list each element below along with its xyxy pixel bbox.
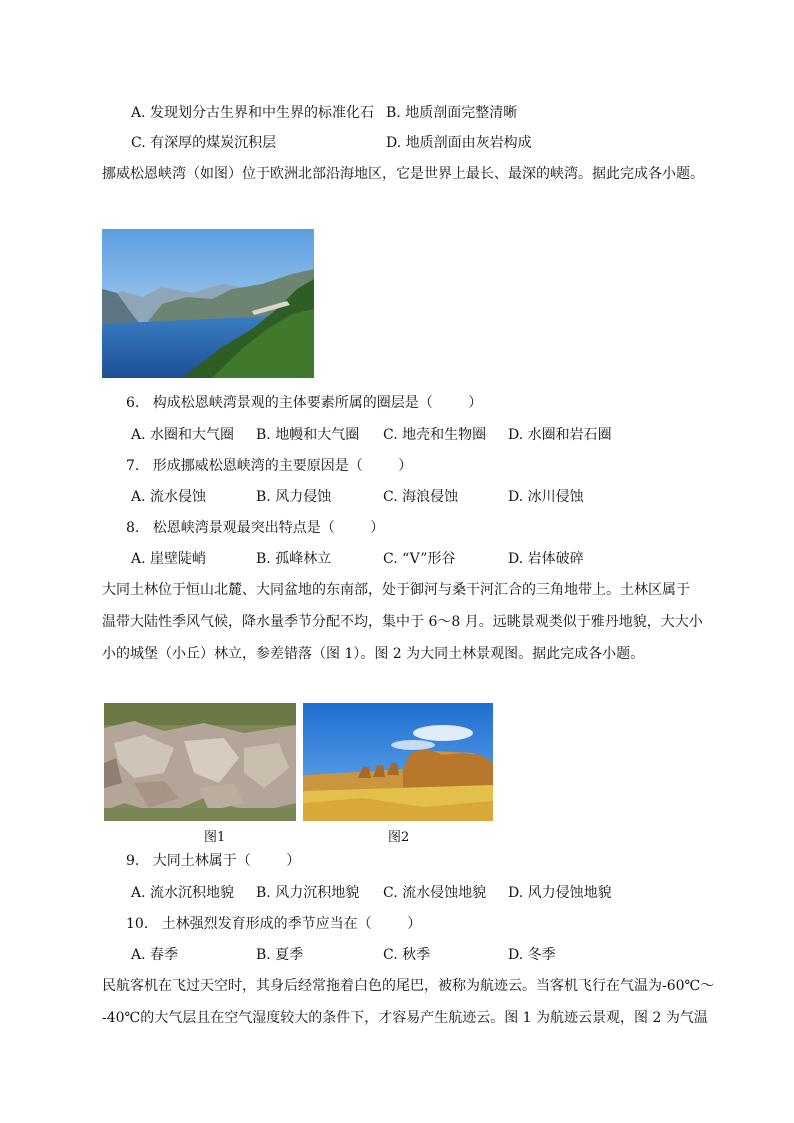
passage-tulin-line-1: 大同土林位于恒山北麓、大同盆地的东南部，处于御河与桑干河汇合的三角地带上。土林区属于 xyxy=(102,582,690,598)
q7-option-b: B. 风力侵蚀 xyxy=(256,489,332,505)
passage-tulin-line-3: 小的城堡（小丘）林立，参差错落（图 1）。图 2 为大同土林景观图。据此完成各小题。 xyxy=(102,646,645,662)
q9-stem: 9. 大同土林属于（ ） xyxy=(126,853,301,869)
q5-option-c: C. 有深厚的煤炭沉积层 xyxy=(131,135,277,151)
q9-option-b: B. 风力沉积地貌 xyxy=(256,885,360,901)
q10-option-a: A. 春季 xyxy=(131,947,179,963)
figure-1-caption: 图1 xyxy=(204,830,226,845)
q8-option-a: A. 崖壁陡峭 xyxy=(131,551,207,567)
q9-option-a: A. 流水沉积地貌 xyxy=(131,885,235,901)
q8-option-d: D. 岩体破碎 xyxy=(508,551,584,567)
passage-contrail-line-2: -40℃的大气层且在空气湿度较大的条件下，才容易产生航迹云。图 1 为航迹云景观，图 2 为气温 xyxy=(102,1010,708,1026)
q10-stem: 10. 土林强烈发育形成的季节应当在（ ） xyxy=(126,916,422,932)
tulin-landscape-photo xyxy=(303,703,493,821)
q6-option-c: C. 地壳和生物圈 xyxy=(383,427,487,443)
q10-option-b: B. 夏季 xyxy=(256,947,304,963)
q5-option-b: B. 地质剖面完整清晰 xyxy=(386,105,518,121)
fjord-photo xyxy=(102,229,314,378)
q6-option-d: D. 水圈和岩石圈 xyxy=(508,427,612,443)
q5-option-a: A. 发现划分古生界和中生界的标准化石 xyxy=(131,105,375,121)
passage-contrail-line-1: 民航客机在飞过天空时，其身后经常拖着白色的尾巴，被称为航迹云。当客机飞行在气温为-60℃～ xyxy=(102,978,715,994)
q6-option-a: A. 水圈和大气圈 xyxy=(131,427,235,443)
q6-stem: 6. 构成松恩峡湾景观的主体要素所属的圈层是（ ） xyxy=(126,395,483,411)
q7-option-d: D. 冰川侵蚀 xyxy=(508,489,584,505)
q10-option-c: C. 秋季 xyxy=(383,947,431,963)
q7-stem: 7. 形成挪威松恩峡湾的主要原因是（ ） xyxy=(126,458,413,474)
figure-2-caption: 图2 xyxy=(388,830,410,845)
passage-tulin-line-2: 温带大陆性季风气候，降水量季节分配不均，集中于 6～8 月。远眺景观类似于雅丹地貌，大大小 xyxy=(102,614,703,630)
q9-option-c: C. 流水侵蚀地貌 xyxy=(383,885,487,901)
q7-option-a: A. 流水侵蚀 xyxy=(131,489,207,505)
q8-option-b: B. 孤峰林立 xyxy=(256,551,332,567)
q9-option-d: D. 风力侵蚀地貌 xyxy=(508,885,612,901)
q10-option-d: D. 冬季 xyxy=(508,947,556,963)
q6-option-b: B. 地幔和大气圈 xyxy=(256,427,360,443)
q5-option-d: D. 地质剖面由灰岩构成 xyxy=(386,135,532,151)
q8-option-c: C. “V”形谷 xyxy=(383,551,456,567)
passage-fjord: 挪威松恩峡湾（如图）位于欧洲北部沿海地区，它是世界上最长、最深的峡湾。据此完成各小题。 xyxy=(102,166,704,182)
q8-stem: 8. 松恩峡湾景观最突出特点是（ ） xyxy=(126,520,385,536)
tulin-aerial-photo xyxy=(104,703,296,821)
q7-option-c: C. 海浪侵蚀 xyxy=(383,489,459,505)
